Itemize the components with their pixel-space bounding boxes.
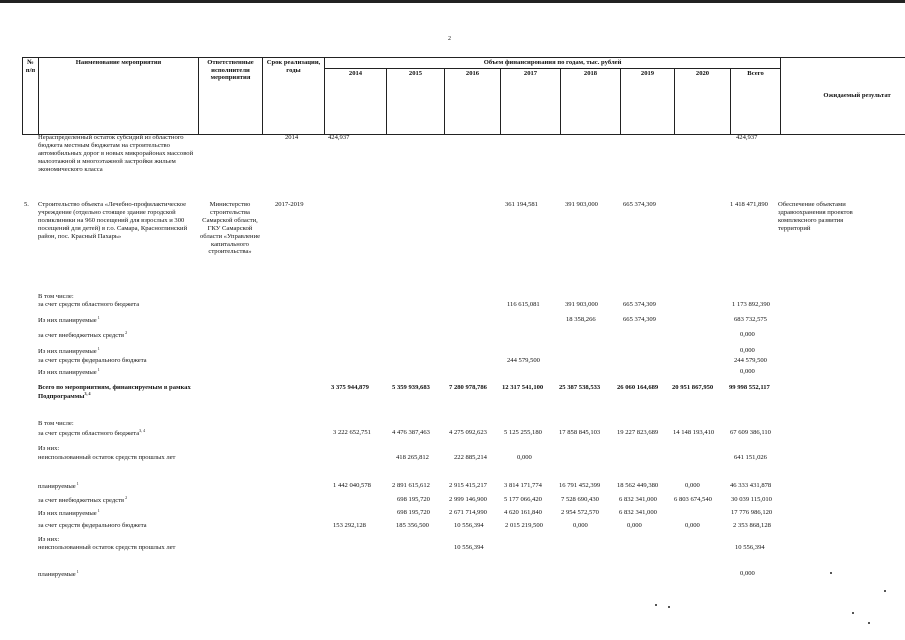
- header-num: № п/п: [23, 58, 39, 135]
- year-2017: 2017: [501, 68, 561, 134]
- breakdown-vne-plan-2018: 2 954 572,570: [561, 509, 599, 516]
- breakdown-vne-plan-2016: 2 671 714,990: [449, 509, 487, 516]
- header-funding: Объем финансирования по годам, тыс. рублей: [325, 58, 781, 69]
- sub5-obl-total: 1 173 892,390: [732, 301, 770, 308]
- breakdown-vne-plan-2019: 6 832 341,000: [619, 509, 657, 516]
- breakdown-obl-label: за счет средств областного бюджета$^{3, 4}$: [38, 428, 146, 438]
- breakdown-fed-planned-total: 0,000: [740, 570, 755, 577]
- breakdown-unused-2017: 0,000: [517, 454, 532, 461]
- sub5-plan-label: Из них планируемые $^1$: [38, 315, 100, 325]
- header-responsible: Ответственные исполнители мероприятия: [199, 58, 263, 135]
- header-table: [22, 57, 905, 135]
- breakdown-planned-label: планируемые $^1$: [38, 481, 79, 491]
- breakdown-fed-izn-label: Из них:: [38, 536, 60, 543]
- breakdown-fed-2017: 2 015 219,500: [505, 522, 543, 529]
- row5-result: Обеспечение объектами здравоохранения проектов комплексного развития территорий: [778, 201, 853, 232]
- sub5-vne-total: 0,000: [740, 331, 755, 338]
- breakdown-fed-2019: 0,000: [627, 522, 642, 529]
- sub5-plan3-label: Из них планируемые $^1$: [38, 367, 100, 377]
- totals-total: 99 998 552,117: [729, 384, 770, 391]
- totals-2015: 5 359 939,683: [392, 384, 430, 391]
- row-a-2014: 424,937: [328, 134, 350, 141]
- sub5-plan2-total: 0,000: [740, 347, 755, 354]
- sub5-plan-total: 683 732,575: [734, 316, 767, 323]
- breakdown-planned-2017: 3 814 171,774: [504, 482, 542, 489]
- breakdown-fed-2018: 0,000: [573, 522, 588, 529]
- breakdown-planned-2018: 16 791 452,399: [559, 482, 601, 489]
- sub5-plan3-total: 0,000: [740, 368, 755, 375]
- year-2016: 2016: [445, 68, 501, 134]
- breakdown-fed-unused-2016: 10 556,394: [454, 544, 484, 551]
- breakdown-planned-2020: 0,000: [685, 482, 700, 489]
- sub5-plan-2019: 665 374,309: [623, 316, 656, 323]
- row5-total: 1 418 471,890: [730, 201, 768, 208]
- totals-2020: 20 951 867,950: [672, 384, 714, 391]
- page-number: 2: [448, 36, 451, 42]
- breakdown-vne-plan-total: 17 776 986,120: [731, 509, 773, 516]
- year-2020: 2020: [675, 68, 731, 134]
- scan-speck: [668, 606, 670, 608]
- breakdown-vne-2020: 6 803 674,540: [674, 496, 712, 503]
- breakdown-vne-2018: 7 528 690,430: [561, 496, 599, 503]
- year-2015: 2015: [387, 68, 445, 134]
- breakdown-vne-plan-2015: 698 195,720: [397, 509, 430, 516]
- totals-2016: 7 280 978,786: [449, 384, 487, 391]
- sub5-obl-2017: 116 615,081: [507, 301, 540, 308]
- year-total: Всего: [731, 68, 781, 134]
- breakdown-vne-total: 30 039 115,010: [731, 496, 772, 503]
- top-border: [0, 0, 905, 3]
- sub5-obl-label: за счет средств областного бюджета: [38, 301, 140, 308]
- totals-2018: 25 387 538,533: [559, 384, 601, 391]
- breakdown-vne-2017: 5 177 066,420: [504, 496, 542, 503]
- scan-speck: [884, 590, 886, 592]
- breakdown-obl-2020: 14 148 193,410: [673, 429, 715, 436]
- breakdown-unused-label: неиспользованный остаток средств прошлых лет: [38, 454, 176, 461]
- row5-period: 2017-2019: [275, 201, 304, 208]
- breakdown-fed-2014: 153 292,128: [333, 522, 366, 529]
- scan-speck: [830, 572, 832, 574]
- breakdown-unused-2016: 222 885,214: [454, 454, 487, 461]
- breakdown-vne-label: за счет внебюджетных средств $^2$: [38, 495, 128, 505]
- breakdown-fed-2016: 10 556,394: [454, 522, 484, 529]
- breakdown-fed-total: 2 353 868,128: [733, 522, 771, 529]
- totals-label: Всего по мероприятиям, финансируемым в рамках Подпрограммы$^{3, 4}$: [38, 384, 191, 401]
- scan-speck: [852, 612, 854, 614]
- row5-2017: 361 194,581: [505, 201, 538, 208]
- breakdown-planned-2015: 2 891 615,612: [392, 482, 430, 489]
- year-2019: 2019: [621, 68, 675, 134]
- breakdown-fed-2020: 0,000: [685, 522, 700, 529]
- breakdown-obl-2015: 4 476 387,463: [392, 429, 430, 436]
- breakdown-fed-unused-total: 10 556,394: [735, 544, 765, 551]
- year-2018: 2018: [561, 68, 621, 134]
- breakdown-fed-label: за счет средств федерального бюджета: [38, 522, 147, 529]
- header-result: Ожидаемый результат: [781, 58, 905, 135]
- sub5-fed-2017: 244 579,500: [507, 357, 540, 364]
- row5-2018: 391 903,000: [565, 201, 598, 208]
- sub5-obl-2018: 391 903,000: [565, 301, 598, 308]
- breakdown-obl-2014: 3 222 652,751: [333, 429, 371, 436]
- breakdown-unused-total: 641 151,026: [734, 454, 767, 461]
- header-name: Наименование мероприятия: [39, 58, 199, 135]
- totals-2014: 3 375 944,879: [331, 384, 369, 391]
- sub5-vne-label: за счет внебюджетных средств $^2$: [38, 330, 128, 340]
- row-a-total: 424,937: [736, 134, 758, 141]
- breakdown-obl-total: 67 609 386,110: [730, 429, 771, 436]
- row5-responsible: Министерство строительства Самарской области, ГКУ Самарской области «Управление капитального строительства»: [199, 201, 261, 256]
- scan-speck: [868, 622, 870, 624]
- breakdown-planned-2014: 1 442 040,578: [333, 482, 371, 489]
- breakdown-fed-2015: 185 356,500: [396, 522, 429, 529]
- breakdown-unused-2015: 418 265,812: [396, 454, 429, 461]
- breakdown-fed-planned-label: планируемые $^1$: [38, 569, 79, 579]
- year-2014: 2014: [325, 68, 387, 134]
- breakdown-planned-2019: 18 562 449,380: [617, 482, 659, 489]
- sub5-plan-2018: 18 358,266: [566, 316, 596, 323]
- breakdown-vne-2019: 6 832 341,000: [619, 496, 657, 503]
- breakdown-obl-2019: 19 227 823,689: [617, 429, 659, 436]
- sub5-incl-label: В том числе:: [38, 293, 74, 300]
- sub5-fed-label: за счет средств федерального бюджета: [38, 357, 147, 364]
- breakdown-obl-2018: 17 858 845,103: [559, 429, 601, 436]
- header-period: Срок реализации, годы: [263, 58, 325, 135]
- breakdown-vne-2016: 2 999 146,900: [449, 496, 487, 503]
- breakdown-planned-2016: 2 915 415,217: [449, 482, 487, 489]
- sub5-fed-total: 244 579,500: [734, 357, 767, 364]
- breakdown-obl-2017: 5 125 255,180: [504, 429, 542, 436]
- row-a-name: Нераспределенный остаток субсидий из областного бюджета местным бюджетам на строительство автомобильных дорог в новых микрорайонах массовой малоэтажной и многоэтажной застройки жильем экономического класса: [38, 134, 194, 173]
- breakdown-fed-unused-label: неиспользованный остаток средств прошлых лет: [38, 544, 176, 551]
- totals-2019: 26 060 164,689: [617, 384, 659, 391]
- row5-name: Строительство объекта «Лечебно-профилактическое учреждение (отдельно стоящее здание городской поликлиники на 960 посещений для взрослых и 300 посещений для детей) в г.о. Самара, Красноглинский район, пос. Красный Пахарь»: [38, 201, 188, 240]
- row-a-period: 2014: [285, 134, 299, 141]
- sub5-obl-2019: 665 374,309: [623, 301, 656, 308]
- row5-2019: 665 374,309: [623, 201, 656, 208]
- breakdown-vne-plan-2017: 4 620 161,840: [504, 509, 542, 516]
- breakdown-planned-total: 46 333 431,878: [730, 482, 772, 489]
- totals-2017: 12 317 541,100: [502, 384, 544, 391]
- sub5-plan2-label: Из них планируемые $^1$: [38, 346, 100, 356]
- scan-speck: [655, 604, 657, 606]
- breakdown-obl-2016: 4 275 092,623: [449, 429, 487, 436]
- breakdown-incl: В том числе:: [38, 420, 74, 427]
- breakdown-vne-2015: 698 195,720: [397, 496, 430, 503]
- breakdown-izn-label: Из них:: [38, 445, 60, 452]
- breakdown-vne-plan-label: Из них планируемые $^1$: [38, 508, 100, 518]
- row5-num: 5.: [24, 201, 29, 208]
